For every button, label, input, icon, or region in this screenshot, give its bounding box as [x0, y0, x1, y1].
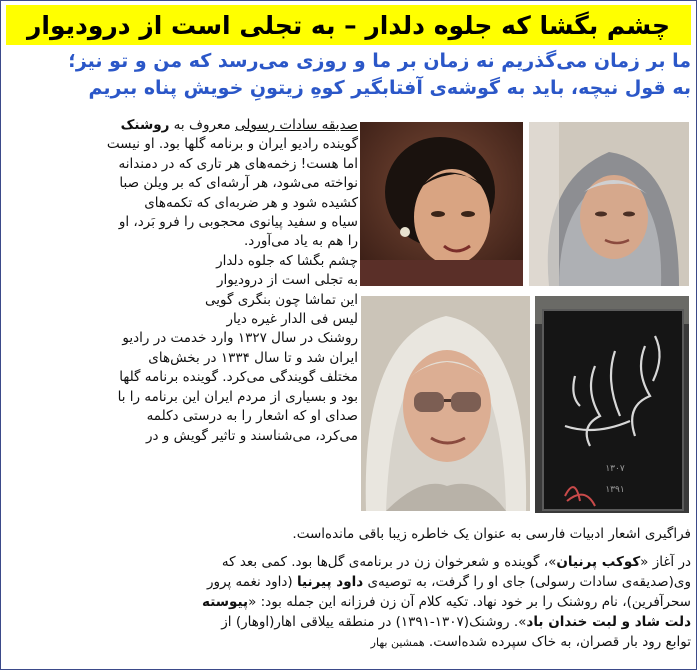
quote-block	[8, 48, 691, 102]
line-text: ». روشنک(۱۳۰۷-۱۳۹۱) در منطقه ییلاقی اهار(اوهار) از	[221, 614, 527, 630]
page-title: چشم بگشا که جلوه دلدار – به تجلی است از درودیوار	[27, 10, 670, 40]
paragraph-gap	[6, 544, 691, 552]
name-kokab: کوکب پرنیان	[556, 554, 641, 570]
line-text: وی(صدیقه‌ی سادات رسولی) جای او را گرفت، به توصیه‌ی	[363, 574, 691, 590]
line-text: توابع رود بار قصران، به خاک سپرده شده‌است.	[424, 634, 691, 650]
name-roshanak: روشنک	[120, 117, 170, 133]
column-line: نواخته می‌شود، هر آرشه‌ای که بر ویلن صبا	[119, 175, 358, 192]
line-text: معروف به	[169, 117, 235, 133]
column-line: صدای او که اشعار را به درستی دکلمه	[146, 408, 358, 425]
bottom-line: فراگیری اشعار ادبیات فارسی به عنوان یک خاطره زیبا باقی مانده‌است.	[292, 526, 691, 542]
photo-gravestone	[535, 296, 689, 513]
column-line: را هم به یاد می‌آورد.	[244, 233, 358, 250]
line-text: »، گوینده و شعرخوان زن در برنامه‌ی گل‌ها بود. کمی بعد که	[221, 554, 557, 570]
photo-elderly-scarf	[529, 122, 689, 286]
poem-line: به تجلی است از درودیوار	[216, 272, 358, 289]
name-intro: صدیقه سادات رسولی	[234, 117, 358, 133]
gravestone-image	[535, 296, 689, 513]
bottom-paragraph	[6, 524, 691, 653]
column-line: اما هست! زخمه‌های هر تاری که در دمندانه	[118, 155, 358, 172]
column-line: روشنک در سال ۱۳۲۷ وارد خدمت در رادیو	[122, 330, 358, 347]
bottom-line	[6, 572, 691, 592]
poem-line: این تماشا چون بنگری گویی	[205, 291, 358, 308]
name-davood: داود پیرنیا	[296, 574, 364, 590]
bottom-line	[6, 592, 691, 612]
column-line: گوینده رادیو ایران و برنامه گلها بود. او نیست	[106, 136, 358, 153]
photo-young-portrait	[360, 122, 523, 286]
gravestone-date: ۱۳۹۱	[605, 485, 625, 495]
poem-line: چشم بگشا که جلوه دلدار	[216, 252, 358, 269]
motto-end: دلت شاد و لبت خندان باد	[526, 614, 691, 630]
column-line: ایران شد و تا سال ۱۳۳۴ در بخش‌های	[148, 349, 358, 366]
column-line: مختلف گویندگی می‌کرد. گوینده برنامه گلها	[119, 369, 358, 386]
portrait-young-image	[360, 122, 523, 286]
column-line: کشیده شود و هر ضربه‌ای که تکمه‌های	[144, 194, 358, 211]
portrait-elderly-scarf-image	[529, 122, 689, 286]
column-line	[8, 116, 358, 135]
photo-elderly-glasses	[361, 296, 530, 511]
bottom-line	[6, 612, 691, 632]
gravestone-date: ۱۳۰۷	[605, 464, 625, 474]
poem-line: لیس فی الدار غیره دیار	[226, 311, 358, 328]
portrait-elderly-glasses-image	[361, 296, 530, 511]
title-banner	[6, 5, 691, 45]
line-text: سحرآفرین)، نام روشنک را بر خود نهاد. تکیه کلام آن زن فرزانه این جمله بود: «	[248, 594, 691, 610]
column-line: بود و بسیاری از مردم ایران این برنامه را با	[117, 388, 358, 405]
line-text: (داود نغمه پرور	[206, 574, 297, 590]
column-line: سیاه و سفید پیانوی محجوبی را فرو بَرد، او	[118, 214, 358, 231]
motto-start: پیوسته	[202, 594, 249, 610]
column-line: می‌کرد، می‌شناسند و تاثیر گویش و در	[145, 427, 358, 444]
signature: همشین بهار	[370, 636, 425, 649]
quote-line-1: ما بر زمان می‌گذریم نه زمان بر ما و روزی می‌رسد که من و تو نیز؛	[68, 50, 691, 72]
biography-column	[8, 116, 358, 446]
bottom-line	[6, 552, 691, 572]
quote-line-2: به قول نیچه، باید به گوشه‌ی آفتابگیر کوهِ زیتونِ خویش پناه ببریم	[88, 77, 691, 99]
bottom-line	[6, 632, 691, 653]
line-text: در آغاز «	[640, 554, 691, 570]
